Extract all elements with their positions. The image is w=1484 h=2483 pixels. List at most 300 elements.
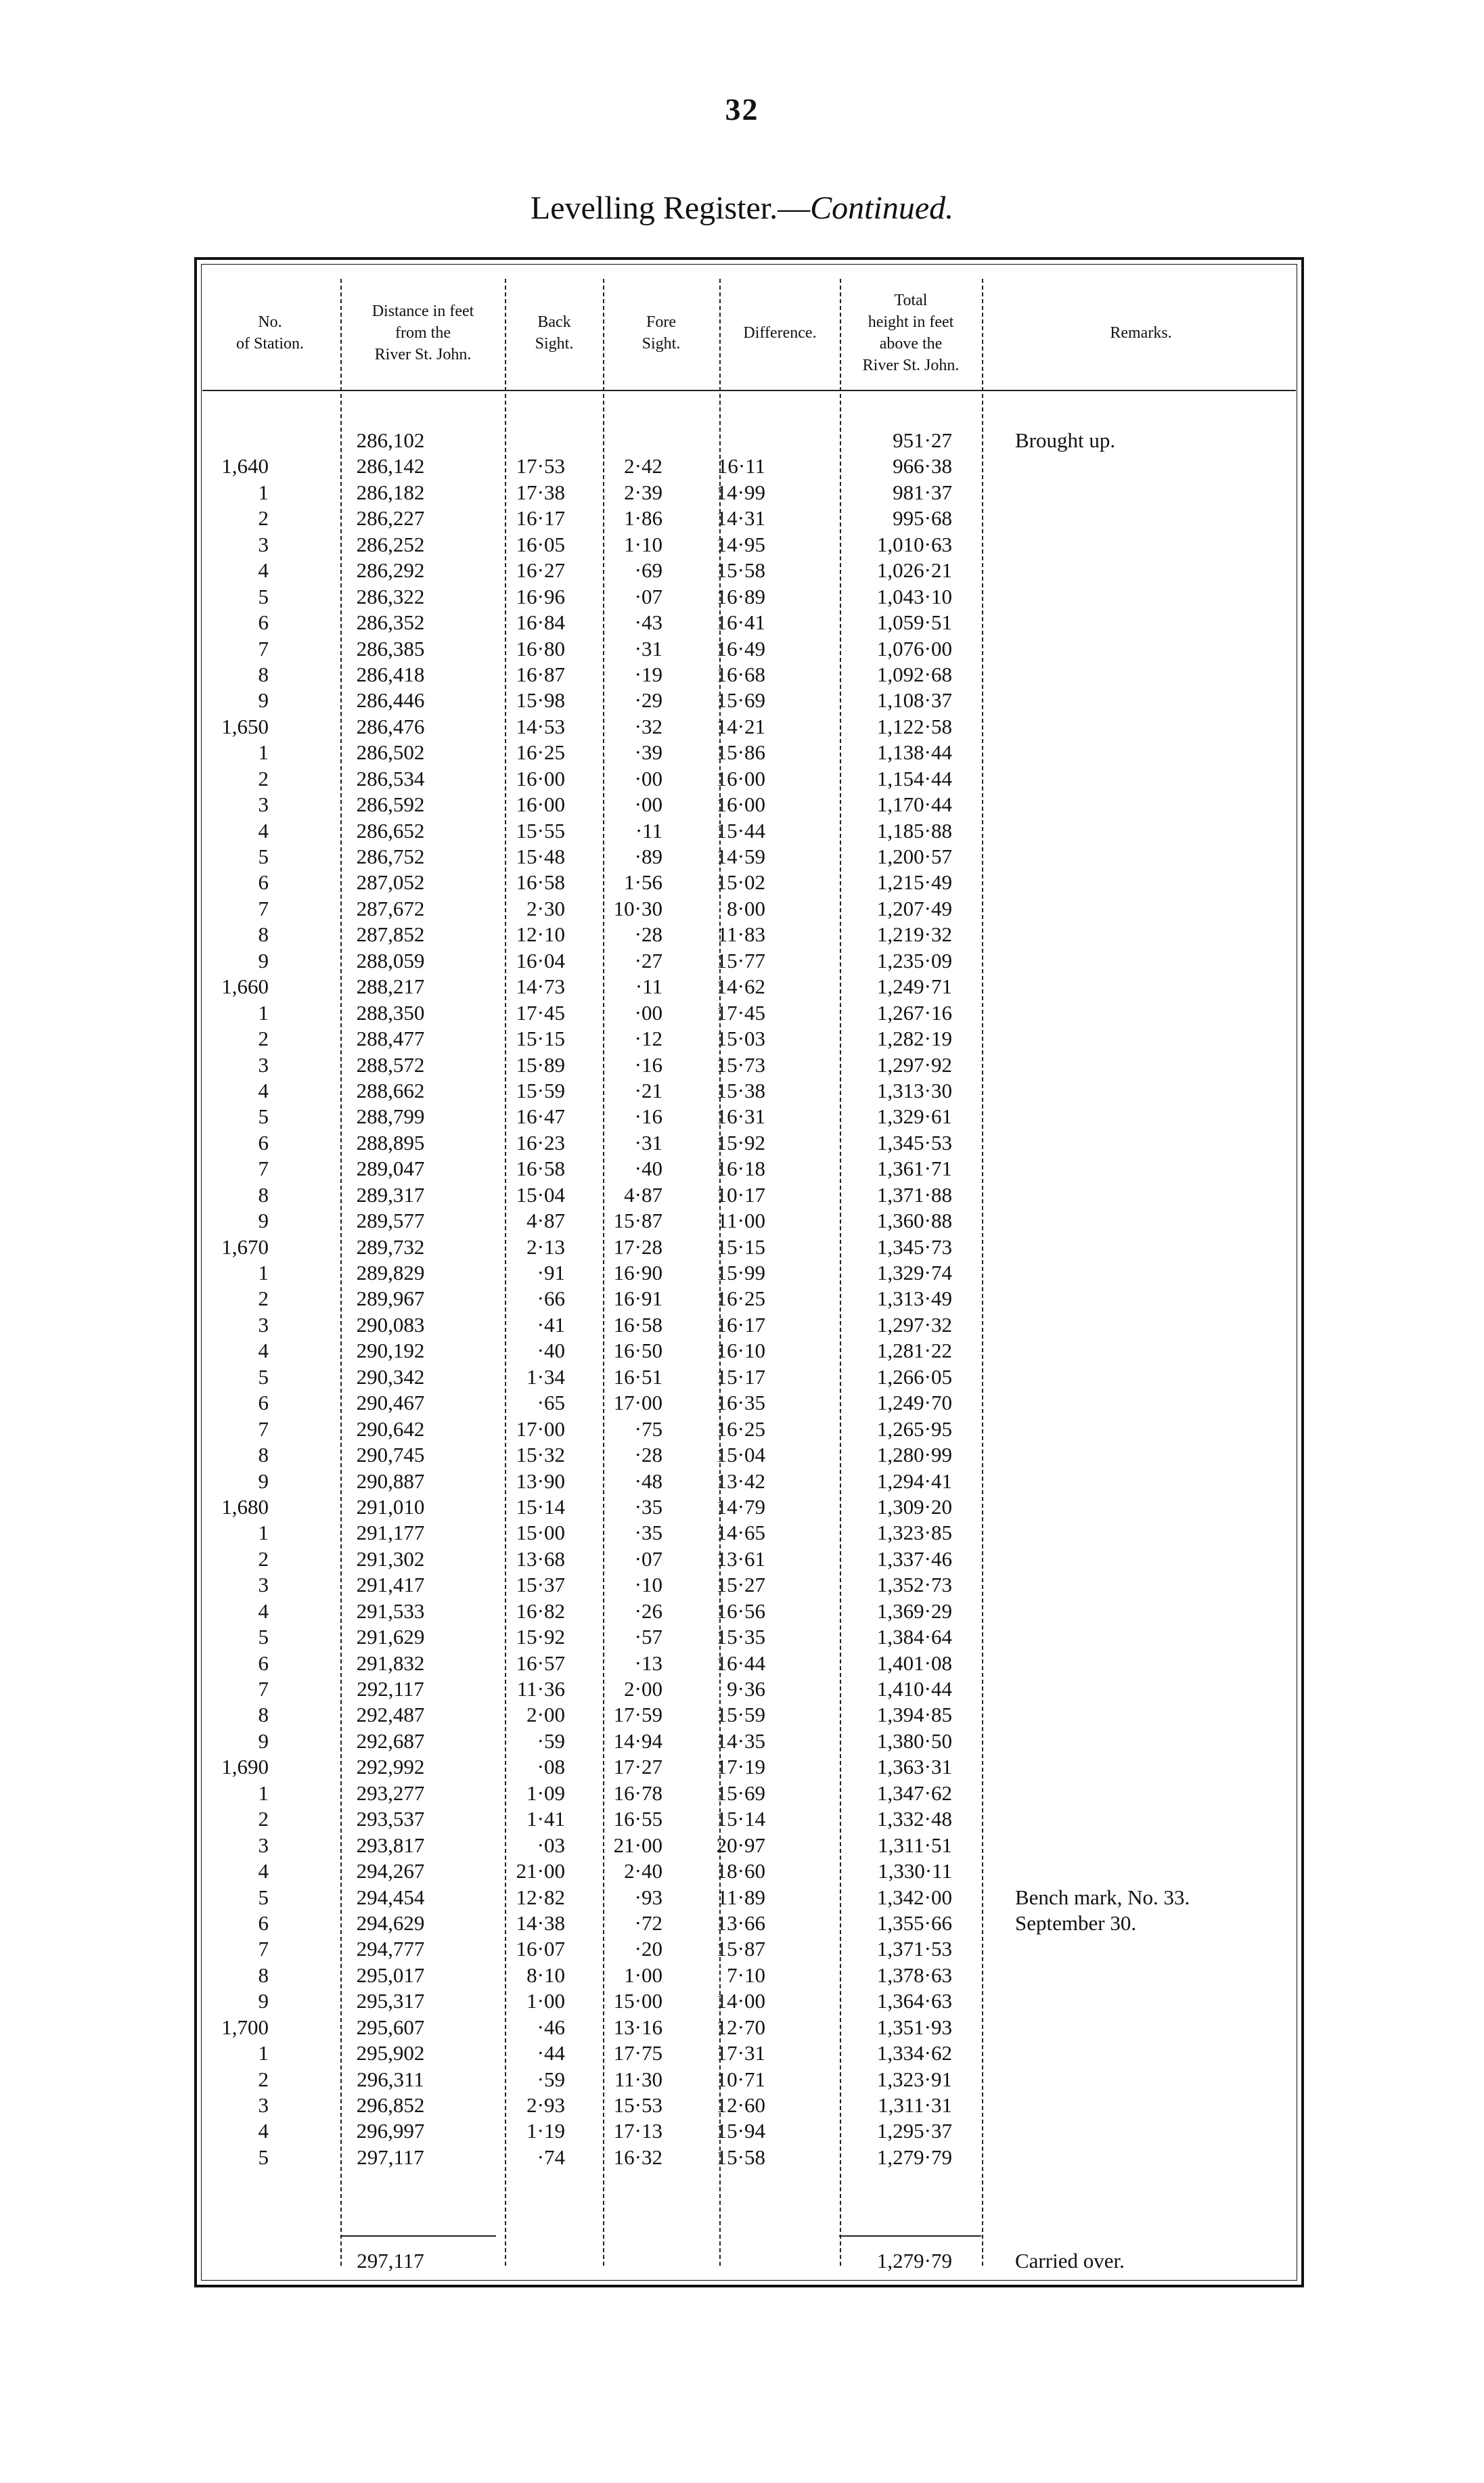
distance-cell: 296,311 — [357, 2067, 424, 2091]
distance-cell: 289,829 — [356, 1261, 425, 1284]
back-sight-cell: 1·34 — [526, 1364, 565, 1389]
station-no-cell: 8 — [258, 1443, 269, 1467]
distance-cell: 287,852 — [356, 922, 425, 947]
difference-cell: 16·56 — [716, 1598, 765, 1623]
total-height-cell: 1,352·73 — [876, 1573, 952, 1597]
total-height-cell: 1,364·63 — [876, 1989, 952, 2013]
total-height-cell: 1,410·44 — [876, 1677, 952, 1701]
page-title — [0, 189, 1484, 227]
back-sight-cell: 16·04 — [516, 948, 565, 972]
fore-sight-cell: ·00 — [634, 792, 662, 817]
total-height-cell: 1,122·58 — [876, 714, 952, 738]
fore-sight-cell: ·72 — [634, 1910, 662, 1935]
total-height-cell: 1,361·71 — [876, 1157, 952, 1181]
station-no-cell: 6 — [258, 1651, 269, 1675]
back-sight-cell: ·74 — [537, 2145, 565, 2169]
page-number: 32 — [725, 92, 759, 127]
distance-cell: 286,534 — [356, 766, 425, 790]
distance-cell: 291,302 — [356, 1546, 425, 1571]
table-row — [194, 1936, 1304, 1962]
header-remarks: Remarks. — [1110, 324, 1172, 342]
table-row — [194, 1000, 1304, 1026]
fore-sight-cell: 4·87 — [624, 1182, 662, 1207]
back-sight-cell: ·66 — [537, 1287, 565, 1311]
difference-cell: 18·60 — [716, 1859, 765, 1883]
station-no-cell: 9 — [258, 948, 269, 972]
difference-cell: 14·95 — [716, 532, 765, 556]
table-row — [194, 2015, 1304, 2040]
back-sight-cell: 16·00 — [516, 766, 565, 790]
back-sight-cell: ·59 — [537, 1728, 565, 1753]
table-row — [194, 1104, 1304, 1129]
fore-sight-cell: 15·53 — [613, 2093, 662, 2117]
fore-sight-cell: ·16 — [634, 1104, 662, 1129]
distance-cell: 286,322 — [356, 584, 425, 608]
back-sight-cell: 16·57 — [516, 1651, 565, 1675]
table-row — [194, 974, 1304, 1000]
back-sight-cell: 12·82 — [516, 1885, 565, 1909]
table-row — [194, 1416, 1304, 1442]
fore-sight-cell: ·13 — [634, 1651, 662, 1675]
station-no-cell: 3 — [258, 532, 269, 556]
total-height-cell: 1,295·37 — [876, 2119, 952, 2143]
distance-cell: 291,417 — [356, 1573, 425, 1597]
back-sight-cell: 15·48 — [516, 845, 565, 868]
total-height-cell: 1,026·21 — [876, 558, 952, 583]
station-no-cell: 6 — [258, 1130, 269, 1155]
distance-cell: 289,317 — [356, 1182, 425, 1207]
table-row — [194, 1260, 1304, 1286]
fore-sight-cell: ·16 — [634, 1052, 662, 1077]
fore-sight-cell: 16·50 — [613, 1339, 662, 1363]
total-height-cell: 1,154·44 — [876, 766, 952, 790]
table-row — [194, 1651, 1304, 1676]
table-row — [194, 610, 1304, 635]
total-height: 1,279·79 — [876, 2249, 952, 2273]
station-no-cell: 9 — [258, 1989, 269, 2013]
carried-over-remark: Carried over. — [1015, 2249, 1125, 2273]
total-height-cell: 1,265·95 — [876, 1416, 952, 1441]
back-sight-cell: 16·25 — [516, 740, 565, 765]
station-no-cell: 3 — [258, 2093, 269, 2117]
total-height-cell: 1,076·00 — [876, 636, 952, 661]
fore-sight-cell: ·43 — [634, 610, 662, 635]
difference-cell: 16·35 — [716, 1391, 765, 1415]
distance-cell: 293,277 — [356, 1781, 425, 1805]
table-row — [194, 1572, 1304, 1598]
distance-cell: 293,537 — [356, 1807, 425, 1831]
fore-sight-cell: 16·58 — [613, 1312, 662, 1337]
station-no-cell: 1,640 — [221, 454, 269, 478]
fore-sight-cell: ·75 — [634, 1416, 662, 1441]
table-row — [194, 818, 1304, 844]
station-no-cell: 7 — [258, 1157, 269, 1181]
difference-cell: 15·94 — [716, 2119, 765, 2143]
table-row — [194, 428, 1304, 453]
distance-cell: 286,502 — [356, 740, 425, 765]
distance-cell: 290,467 — [356, 1391, 425, 1415]
difference-cell: 16·41 — [716, 610, 765, 635]
back-sight-cell: 17·45 — [516, 1000, 565, 1025]
difference-cell: 15·27 — [716, 1573, 765, 1597]
back-sight-cell: ·65 — [537, 1391, 565, 1415]
total-height-cell: 1,297·32 — [876, 1312, 952, 1337]
fore-sight-cell: ·29 — [634, 688, 662, 713]
back-sight-cell: 11·36 — [516, 1677, 565, 1701]
table-row — [194, 1390, 1304, 1416]
fore-sight-cell: 17·13 — [613, 2119, 662, 2143]
back-sight-cell: 16·58 — [516, 1157, 565, 1181]
station-no-cell: 9 — [258, 1469, 269, 1493]
back-sight-cell: 2·00 — [526, 1703, 565, 1727]
station-no-cell: 1,650 — [221, 714, 269, 738]
back-sight-cell: 16·96 — [516, 584, 565, 608]
distance-cell: 286,182 — [356, 480, 425, 504]
back-sight-cell: 17·00 — [516, 1416, 565, 1441]
difference-cell: 14·65 — [716, 1521, 765, 1545]
back-sight-cell: 13·90 — [516, 1469, 565, 1493]
total-height-cell: 1,323·91 — [876, 2067, 952, 2091]
back-sight-cell: 1·19 — [526, 2119, 565, 2143]
difference-cell: 14·59 — [716, 845, 765, 868]
fore-sight-cell: 2·39 — [624, 480, 662, 504]
back-sight-cell: 1·09 — [526, 1781, 565, 1805]
fore-sight-cell: ·89 — [634, 845, 662, 868]
station-no-cell: 9 — [258, 1209, 269, 1233]
back-sight-cell: 16·07 — [516, 1937, 565, 1961]
station-no-cell: 4 — [258, 1598, 269, 1623]
table-row — [194, 1286, 1304, 1312]
distance-cell: 286,227 — [356, 506, 425, 531]
total-height-cell: 1,010·63 — [876, 532, 952, 556]
distance-cell: 286,752 — [356, 845, 425, 868]
station-no-cell: 5 — [258, 1885, 269, 1909]
station-no-cell: 1 — [258, 480, 269, 504]
table-row — [194, 1546, 1304, 1572]
total-height-cell: 1,297·92 — [876, 1052, 952, 1077]
total-height-cell: 1,351·93 — [876, 2015, 952, 2039]
table-row — [194, 1312, 1304, 1338]
difference-cell: 16·49 — [716, 636, 765, 661]
station-no-cell: 7 — [258, 1677, 269, 1701]
total-height-cell: 1,311·31 — [878, 2093, 952, 2117]
distance-cell: 289,967 — [356, 1287, 425, 1311]
total-height-cell: 1,266·05 — [876, 1364, 952, 1389]
fore-sight-cell: ·11 — [635, 818, 662, 843]
distance-cell: 286,252 — [356, 532, 425, 556]
back-sight-cell: 15·14 — [516, 1494, 565, 1519]
back-sight-cell: 15·15 — [516, 1027, 565, 1051]
fore-sight-cell: ·48 — [634, 1469, 662, 1493]
difference-cell: 15·58 — [716, 558, 765, 583]
station-no-cell: 6 — [258, 610, 269, 635]
total-height-cell: 1,249·71 — [876, 975, 952, 999]
fore-sight-cell: ·35 — [634, 1521, 662, 1545]
fore-sight-cell: 21·00 — [613, 1833, 662, 1857]
fore-sight-cell: 16·55 — [613, 1807, 662, 1831]
fore-sight-cell: 16·32 — [613, 2145, 662, 2169]
difference-cell: 13·42 — [716, 1469, 765, 1493]
table-row — [194, 532, 1304, 558]
distance-cell: 286,418 — [356, 662, 425, 686]
distance-cell: 288,477 — [356, 1027, 425, 1051]
station-no-cell: 8 — [258, 662, 269, 686]
table-row — [194, 1208, 1304, 1234]
fore-sight-cell: 17·59 — [613, 1703, 662, 1727]
fore-sight-cell: 15·87 — [613, 1209, 662, 1233]
fore-sight-cell: 16·91 — [613, 1287, 662, 1311]
table-row — [194, 1806, 1304, 1832]
back-sight-cell: 21·00 — [516, 1859, 565, 1883]
station-no-cell: 4 — [258, 558, 269, 583]
table-row — [194, 1182, 1304, 1208]
station-no-cell: 7 — [258, 1937, 269, 1961]
distance-cell: 290,887 — [356, 1469, 425, 1493]
back-sight-cell: 14·53 — [516, 714, 565, 738]
distance-cell: 291,533 — [356, 1598, 425, 1623]
difference-cell: 14·31 — [716, 506, 765, 531]
fore-sight-cell: ·40 — [634, 1157, 662, 1181]
station-no-cell: 1 — [258, 1261, 269, 1284]
fore-sight-cell: 17·75 — [613, 2041, 662, 2065]
total-height-cell: 1,329·61 — [876, 1104, 952, 1129]
distance-cell: 291,177 — [356, 1521, 425, 1545]
back-sight-cell: 8·10 — [526, 1963, 565, 1987]
table-row — [194, 662, 1304, 688]
back-sight-cell: ·44 — [537, 2041, 565, 2065]
table-row — [194, 2067, 1304, 2093]
back-sight-cell: ·08 — [537, 1755, 565, 1779]
difference-cell: 16·00 — [716, 766, 765, 790]
difference-cell: 15·04 — [716, 1443, 765, 1467]
fore-sight-cell: ·35 — [634, 1494, 662, 1519]
table-row — [194, 1156, 1304, 1182]
header-difference: Difference. — [743, 324, 817, 342]
distance-cell: 288,217 — [356, 975, 425, 999]
table-row — [194, 1364, 1304, 1390]
fore-sight-cell: 11·30 — [614, 2067, 662, 2091]
fore-sight-cell: ·39 — [634, 740, 662, 765]
back-sight-cell: 13·68 — [516, 1546, 565, 1571]
back-sight-cell: ·40 — [537, 1339, 565, 1363]
fore-sight-cell: 17·00 — [613, 1391, 662, 1415]
back-sight-cell: 14·73 — [516, 975, 565, 999]
station-no-cell: 4 — [258, 1339, 269, 1363]
station-no-cell: 8 — [258, 922, 269, 947]
distance-cell: 291,629 — [356, 1625, 425, 1649]
distance-cell: 290,342 — [356, 1364, 425, 1389]
difference-cell: 11·83 — [717, 922, 765, 947]
difference-cell: 15·86 — [716, 740, 765, 765]
back-sight-cell: 16·17 — [516, 506, 565, 531]
station-no-cell: 2 — [258, 1546, 269, 1571]
station-no-cell: 6 — [258, 1910, 269, 1935]
station-no-cell: 1 — [258, 2041, 269, 2065]
difference-cell: 14·00 — [716, 1989, 765, 2013]
distance-cell: 293,817 — [356, 1833, 425, 1857]
difference-cell: 15·59 — [716, 1703, 765, 1727]
fore-sight-cell: 14·94 — [613, 1728, 662, 1753]
fore-sight-cell: 1·86 — [624, 506, 662, 531]
table-row — [194, 1442, 1304, 1468]
distance-cell: 288,572 — [356, 1052, 425, 1077]
fore-sight-cell: ·26 — [634, 1598, 662, 1623]
difference-cell: 16·10 — [716, 1339, 765, 1363]
total-height-cell: 1,378·63 — [876, 1963, 952, 1987]
distance-cell: 297,117 — [357, 2145, 424, 2169]
distance-cell: 288,662 — [356, 1078, 425, 1102]
table-row — [194, 1676, 1304, 1702]
total-height-cell: 1,360·88 — [876, 1209, 952, 1233]
station-no-cell: 2 — [258, 2067, 269, 2091]
back-sight-cell: 14·38 — [516, 1910, 565, 1935]
distance-cell: 288,059 — [356, 948, 425, 972]
table-row — [194, 922, 1304, 947]
total-height-cell: 1,337·46 — [876, 1546, 952, 1571]
station-no-cell: 4 — [258, 2119, 269, 2143]
table-row — [194, 844, 1304, 870]
total-height-cell: 981·37 — [893, 480, 952, 504]
fore-sight-cell: ·31 — [634, 636, 662, 661]
table-row — [194, 584, 1304, 610]
difference-cell: 15·02 — [716, 870, 765, 895]
difference-cell: 15·58 — [716, 2145, 765, 2169]
station-no-cell: 5 — [258, 845, 269, 868]
difference-cell: 7·10 — [727, 1963, 765, 1987]
fore-sight-cell: ·00 — [634, 766, 662, 790]
station-no-cell: 3 — [258, 1833, 269, 1857]
back-sight-cell: 16·00 — [516, 792, 565, 817]
station-no-cell: 9 — [258, 1728, 269, 1753]
back-sight-cell: 15·00 — [516, 1521, 565, 1545]
distance-cell: 291,010 — [356, 1494, 425, 1519]
difference-cell: 17·31 — [716, 2041, 765, 2065]
distance-cell: 294,629 — [356, 1910, 425, 1935]
distance-cell: 288,350 — [356, 1000, 425, 1025]
difference-cell: 16·68 — [716, 662, 765, 686]
total-height-cell: 1,330·11 — [878, 1859, 952, 1883]
table-row — [194, 1963, 1304, 1988]
back-sight-cell: 15·04 — [516, 1182, 565, 1207]
station-no-cell: 8 — [258, 1963, 269, 1987]
station-no-cell: 2 — [258, 1807, 269, 1831]
table-row — [194, 1052, 1304, 1078]
total-height-cell: 1,280·99 — [876, 1443, 952, 1467]
distance-cell: 286,102 — [356, 428, 425, 452]
table-row — [194, 740, 1304, 765]
fore-sight-cell: 13·16 — [613, 2015, 662, 2039]
back-sight-cell: 16·87 — [516, 662, 565, 686]
table-row — [194, 1702, 1304, 1728]
distance-cell: 292,992 — [356, 1755, 425, 1779]
total-height-cell: 1,384·64 — [876, 1625, 952, 1649]
remarks-cell: September 30. — [1015, 1910, 1137, 1935]
difference-cell: 15·69 — [716, 1781, 765, 1805]
total-height-cell: 1,185·88 — [876, 818, 952, 843]
header-fore-sight: Fore Sight. — [642, 313, 681, 353]
station-no-cell: 3 — [258, 1573, 269, 1597]
total-height-cell: 1,329·74 — [876, 1261, 952, 1284]
station-no-cell: 9 — [258, 688, 269, 713]
header-back-sight: Back Sight. — [535, 313, 574, 353]
fore-sight-cell: ·12 — [634, 1027, 662, 1051]
total-height-cell: 1,334·62 — [876, 2041, 952, 2065]
back-sight-cell: 15·89 — [516, 1052, 565, 1077]
fore-sight-cell: ·31 — [634, 1130, 662, 1155]
difference-cell: 15·69 — [716, 688, 765, 713]
back-sight-cell: 16·47 — [516, 1104, 565, 1129]
difference-cell: 15·73 — [716, 1052, 765, 1077]
total-height-cell: 1,394·85 — [876, 1703, 952, 1727]
difference-cell: 14·79 — [716, 1494, 765, 1519]
station-no-cell: 7 — [258, 1416, 269, 1441]
distance-cell: 286,446 — [356, 688, 425, 713]
table-row — [194, 453, 1304, 479]
fore-sight-cell: ·28 — [634, 922, 662, 947]
fore-sight-cell: 10·30 — [613, 896, 662, 920]
fore-sight-cell: 1·00 — [624, 1963, 662, 1987]
total-height-cell: 1,043·10 — [876, 584, 952, 608]
difference-cell: 16·89 — [716, 584, 765, 608]
table-row — [194, 1494, 1304, 1520]
total-height-cell: 1,092·68 — [876, 662, 952, 686]
difference-cell: 15·77 — [716, 948, 765, 972]
station-no-cell: 1 — [258, 1000, 269, 1025]
station-no-cell: 3 — [258, 792, 269, 817]
fore-sight-cell: ·69 — [634, 558, 662, 583]
table-row — [194, 1520, 1304, 1546]
difference-cell: 15·15 — [716, 1234, 765, 1259]
station-no-cell: 4 — [258, 818, 269, 843]
back-sight-cell: 16·05 — [516, 532, 565, 556]
station-no-cell: 1 — [258, 1781, 269, 1805]
station-no-cell: 2 — [258, 766, 269, 790]
total-height-cell: 1,281·22 — [876, 1339, 952, 1363]
back-sight-cell: ·46 — [537, 2015, 565, 2039]
station-no-cell: 4 — [258, 1859, 269, 1883]
difference-cell: 15·92 — [716, 1130, 765, 1155]
back-sight-cell: 1·41 — [526, 1807, 565, 1831]
back-sight-cell: 17·38 — [516, 480, 565, 504]
fore-sight-cell: 15·00 — [613, 1989, 662, 2013]
total-height-cell: 1,249·70 — [876, 1391, 952, 1415]
difference-cell: 15·99 — [716, 1261, 765, 1284]
table-row — [194, 1130, 1304, 1156]
total-height-cell: 1,279·79 — [876, 2145, 952, 2169]
distance-cell: 286,292 — [356, 558, 425, 583]
difference-cell: 14·21 — [716, 714, 765, 738]
distance-cell: 292,487 — [356, 1703, 425, 1727]
difference-cell: 15·03 — [716, 1027, 765, 1051]
total-height-cell: 1,363·31 — [876, 1755, 952, 1779]
fore-sight-cell: 16·51 — [613, 1364, 662, 1389]
back-sight-cell: 12·10 — [516, 922, 565, 947]
distance-cell: 289,047 — [356, 1157, 425, 1181]
remarks-cell: Bench mark, No. 33. — [1015, 1885, 1190, 1909]
back-sight-cell: 15·55 — [516, 818, 565, 843]
fore-sight-cell: ·32 — [634, 714, 662, 738]
table-row — [194, 1754, 1304, 1780]
distance-cell: 290,745 — [356, 1443, 425, 1467]
table-row — [194, 1833, 1304, 1858]
difference-cell: 20·97 — [716, 1833, 765, 1857]
distance-cell: 291,832 — [356, 1651, 425, 1675]
back-sight-cell: 16·82 — [516, 1598, 565, 1623]
distance-cell: 295,902 — [356, 2041, 425, 2065]
total-height-cell: 1,267·16 — [876, 1000, 952, 1025]
distance-cell: 286,652 — [356, 818, 425, 843]
station-no-cell: 5 — [258, 1364, 269, 1389]
